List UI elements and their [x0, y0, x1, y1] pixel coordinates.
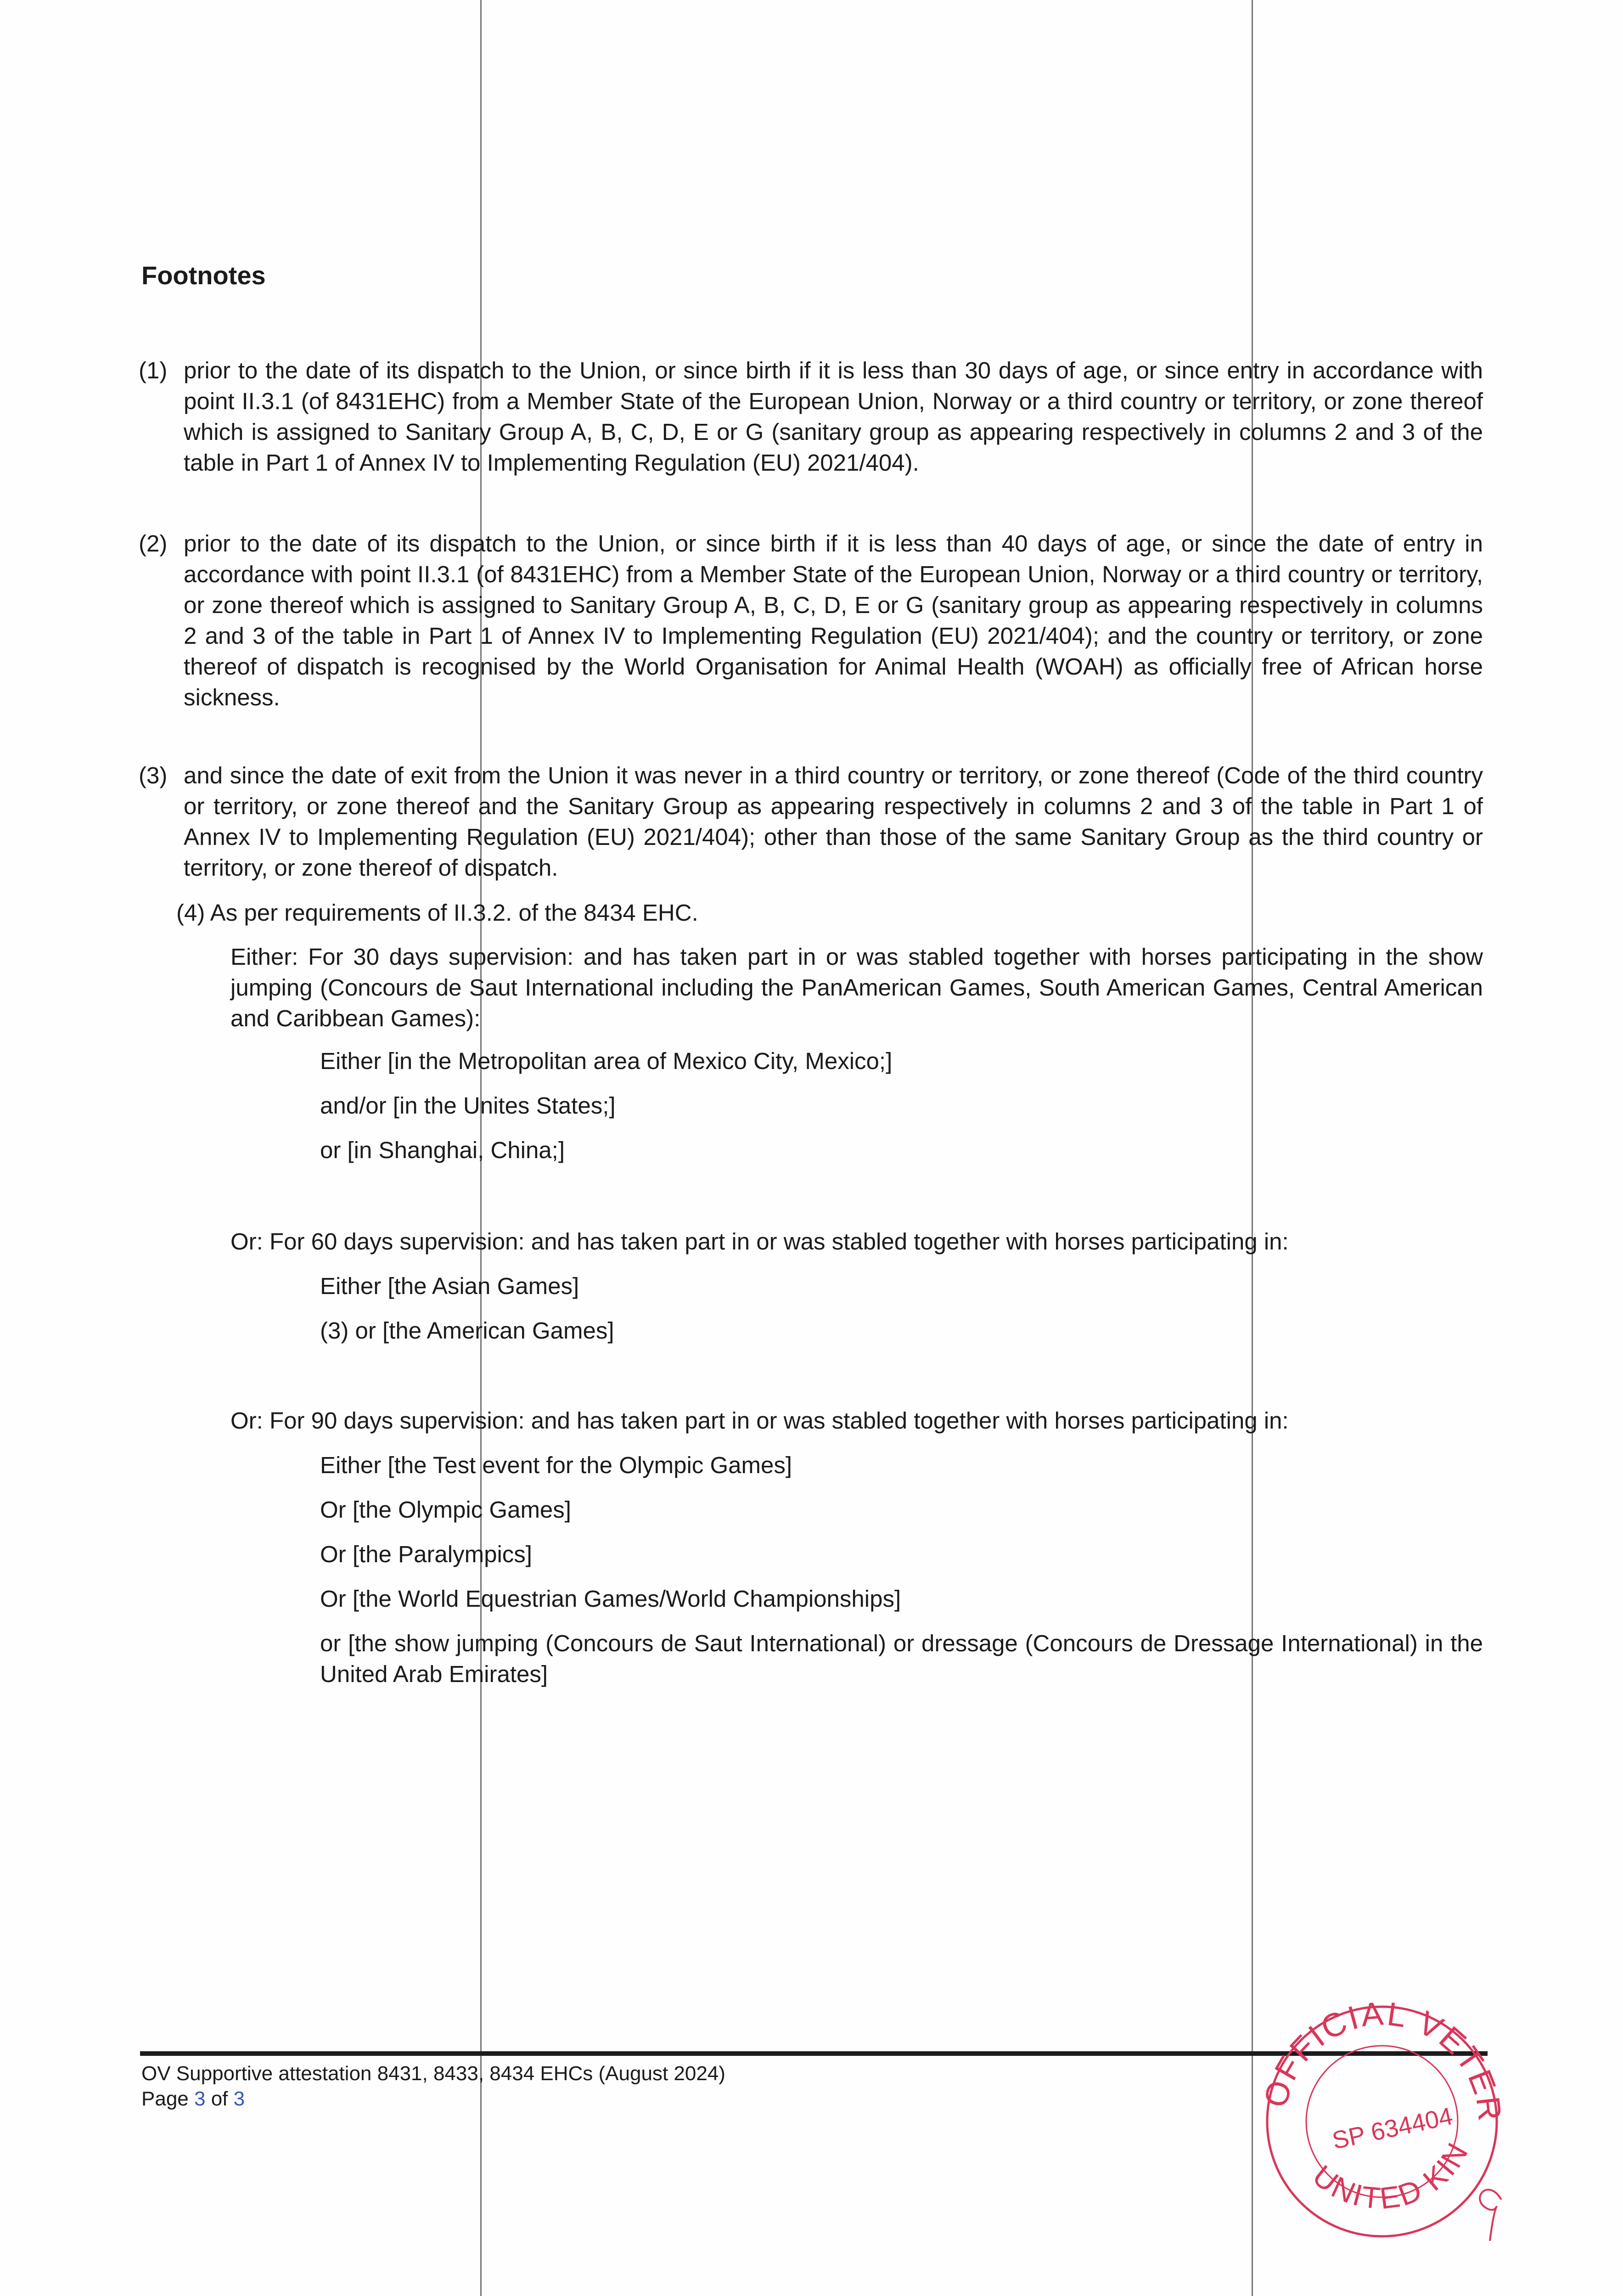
footnotes-heading: Footnotes — [141, 261, 266, 290]
signature-mark — [1480, 2189, 1501, 2241]
stamp-number: SP 634404 — [1330, 2102, 1455, 2155]
option-60-days: Or: For 60 days supervision: and has taken part in or was stabled together with horses participating in: — [230, 1228, 1289, 1255]
footnote-3 — [139, 760, 1483, 883]
total-pages: 3 — [233, 2088, 245, 2110]
footnote-4: (4) As per requirements of II.3.2. of the 8434 EHC. — [176, 900, 698, 926]
footnote-text: prior to the date of its dispatch to the Union, or since birth if it is less than 40 days of age, or since the date of entry in accordance with point II.3.1 (of 8431EHC) from a Member State of the European Union, Norway or a third country or territory, or zone thereof which is assigned to Sanitary Group A, B, C, D, E or G (sanitary group as appearing respectively in columns 2 and 3 of the table in Part 1 of Annex IV to Implementing Regulation (EU) 2021/404); and the country or territory, or zone thereof of dispatch is recognised by the World Organisation for Animal Health (WOAH) as officially free of African horse sickness. — [184, 530, 1483, 710]
option-30-item-2: and/or [in the Unites States;] — [320, 1092, 616, 1119]
official-veterinarian-stamp — [1240, 1984, 1524, 2241]
footer-title: OV Supportive attestation 8431, 8433, 8434 EHCs (August 2024) — [141, 2062, 725, 2085]
footnote-text: and since the date of exit from the Union it was never in a third country or territory, or zone thereof (Code of the third country or territory, or zone thereof and the Sanitary Group as appearing respectively in columns 2 and 3 of the table in Part 1 of Annex IV to Implementing Regulation (EU) 2021/404); other than those of the same Sanitary Group as the third country or territory, or zone thereof of dispatch. — [184, 762, 1483, 881]
option-90-item-4: Or [the World Equestrian Games/World Championships] — [320, 1586, 901, 1612]
option-60-item-1: Either [the Asian Games] — [320, 1273, 579, 1299]
current-page: 3 — [194, 2088, 206, 2110]
stamp-bottom-text: UNITED KIN — [1306, 2136, 1476, 2216]
footnote-number: (2) — [139, 530, 168, 557]
footnote-number: (1) — [139, 357, 168, 383]
option-30-item-1: Either [in the Metropolitan area of Mexico City, Mexico;] — [320, 1048, 893, 1074]
option-90-item-3: Or [the Paralympics] — [320, 1541, 532, 1567]
option-90-item-5: or [the show jumping (Concours de Saut International) or dressage (Concours de Dressage International) in the United Arab Emirates] — [320, 1630, 1483, 1687]
footnote-2 — [139, 528, 1483, 713]
option-60-item-2: (3) or [the American Games] — [320, 1317, 614, 1344]
footnote-1 — [139, 355, 1483, 478]
footer-page-number: Page 3 of 3 — [141, 2088, 245, 2110]
option-90-item-1: Either [the Test event for the Olympic Games] — [320, 1452, 792, 1478]
stamp-top-text: OFFICIAL VETER — [1257, 1995, 1509, 2125]
footnote-number: (3) — [139, 762, 168, 788]
option-30-item-3: or [in Shanghai, China;] — [320, 1137, 565, 1163]
option-90-days: Or: For 90 days supervision: and has taken part in or was stabled together with horses participating in: — [230, 1407, 1289, 1434]
option-90-item-2: Or [the Olympic Games] — [320, 1497, 571, 1523]
footnote-text: prior to the date of its dispatch to the Union, or since birth if it is less than 30 days of age, or since entry in accordance with point II.3.1 (of 8431EHC) from a Member State of the European Union, Norway or a third country or territory, or zone thereof which is assigned to Sanitary Group A, B, C, D, E or G (sanitary group as appearing respectively in columns 2 and 3 of the table in Part 1 of Annex IV to Implementing Regulation (EU) 2021/404). — [184, 357, 1483, 476]
option-30-days: Either: For 30 days supervision: and has taken part in or was stabled together with horses participating in the show jumping (Concours de Saut International including the PanAmerican Games, South American Games, Central American and Caribbean Games): — [230, 944, 1483, 1031]
